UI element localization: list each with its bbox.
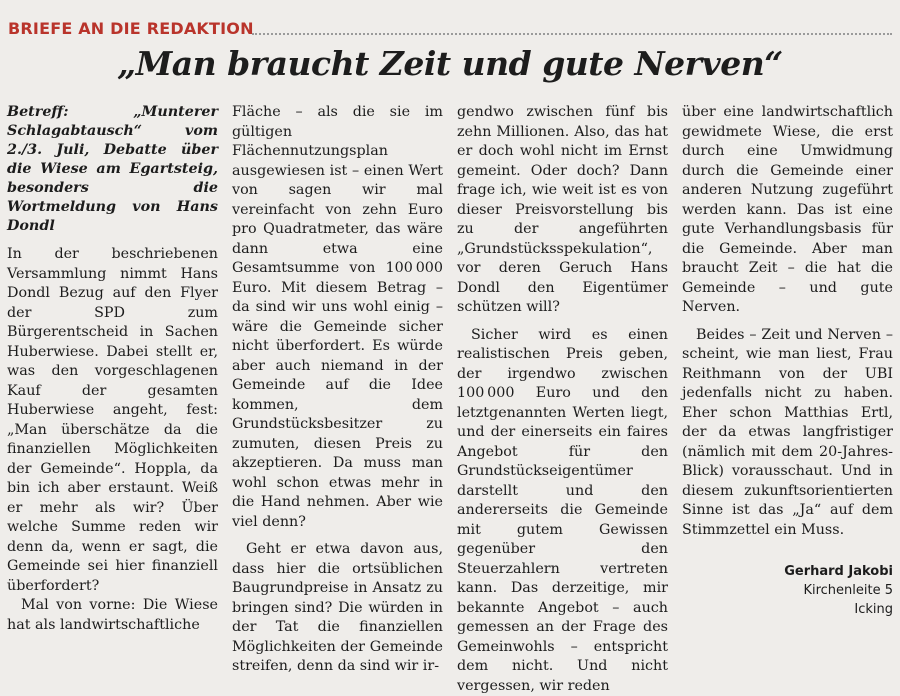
paragraph-4-start: Sicher wird es einen realistischen Preis geben, der irgendwo zwischen 100 000 Euro und den letztgenannten Werten liegt, und der einerseits ein faires Angebot für den Grundstückseigentümer darstellt und den andererseits die Gemeinde mit gutem Gewissen gegenüber den Steuerzahlern vertreten kann. Das derzeitige, mir bekannte Angebot – auch gemessen an der Frage des Gemeinwohls – entspricht dem nicht. Und nicht vergessen, wir reden <box>457 326 668 696</box>
paragraph-1: In der beschriebenen Versammlung nimmt Hans Dondl Bezug auf den Flyer der SPD zum Bürgerentscheid in Sachen Huberwiese. Dabei stellt er, was den vorgeschlagenen Kauf der gesamten Huberwiese angeht, fest: „Man überschätze da die finanziellen Möglichkeiten der Gemeinde“. Hoppla, da bin ich aber erstaunt. Weiß er mehr als wir? Über welche Summe reden wir denn da, wenn er sagt, die Gemeinde sei hier finanziell überfordert? <box>7 245 218 596</box>
paragraph-4-cont: über eine landwirtschaftlich gewidmete Wiese, die erst durch eine Umwidmung durch die Gemeinde einer anderen Nutzung zugeführt werden kann. Das ist eine gute Verhandlungsbasis für die Gemeinde. Aber man braucht Zeit – die hat die Gemeinde – und gute Nerven. <box>682 103 893 318</box>
column-2 <box>232 103 443 558</box>
letter-headline: „Man braucht Zeit und gute Nerven“ <box>0 44 900 83</box>
signature <box>682 562 893 619</box>
section-rubric: BRIEFE AN DIE REDAKTION <box>8 19 254 38</box>
column-1 <box>7 103 218 558</box>
paragraph-2-cont: Fläche – als die sie im gültigen Flächennutzungsplan ausgewiesen ist – einen Wert von sagen wir mal vereinfacht von zehn Euro pro Quadratmeter, das wäre dann etwa eine Gesamtsumme von 100 000 Euro. Mit diesem Betrag – da sind wir uns wohl einig – wäre die Gemeinde sicher nicht überfordert. Es würde aber auch niemand in der Gemeinde auf die Idee kommen, dem Grundstücksbesitzer zu zumuten, diesen Preis zu akzeptieren. Da muss man wohl schon etwas mehr in die Hand nehmen. Aber wie viel denn? <box>232 103 443 532</box>
paragraph-2-start: Mal von vorne: Die Wiese hat als landwirtschaftliche <box>7 596 218 635</box>
paragraph-5: Beides – Zeit und Nerven – scheint, wie man liest, Frau Reithmann von der UBI jedenfalls nicht zu haben. Eher schon Matthias Ertl, der da etwas langfristiger (nämlich mit dem 20-Jahres-Blick) vorausschaut. Und in diesem zukunftsorientierten Sinne ist das „Ja“ auf dem Stimmzettel ein Muss. <box>682 326 893 541</box>
rubric-divider <box>252 33 892 35</box>
author-street: Kirchenleite 5 <box>682 581 893 600</box>
letter-columns <box>7 103 893 558</box>
column-4 <box>682 103 893 558</box>
paragraph-3-start: Geht er etwa davon aus, dass hier die ortsüblichen Baugrundpreise in Ansatz zu bringen sind? Die würden in der Tat die finanziellen Möglichkeiten der Gemeinde streifen, denn da sind wir ir- <box>232 540 443 677</box>
letter-reference: Betreff: „Munterer Schlagabtausch“ vom 2./3. Juli, Debatte über die Wiese am Egartsteig, besonders die Wortmeldung von Hans Dondl <box>7 103 218 236</box>
paragraph-3-cont: gendwo zwischen fünf bis zehn Millionen. Also, das hat er doch wohl nicht im Ernst gemeint. Oder doch? Dann frage ich, wie weit ist es von dieser Preisvorstellung bis zu der angeführten „Grundstücksspekulation“, vor deren Geruch Hans Dondl den Eigentümer schützen will? <box>457 103 668 318</box>
column-3 <box>457 103 668 558</box>
author-name: Gerhard Jakobi <box>682 562 893 581</box>
author-town: Icking <box>682 600 893 619</box>
